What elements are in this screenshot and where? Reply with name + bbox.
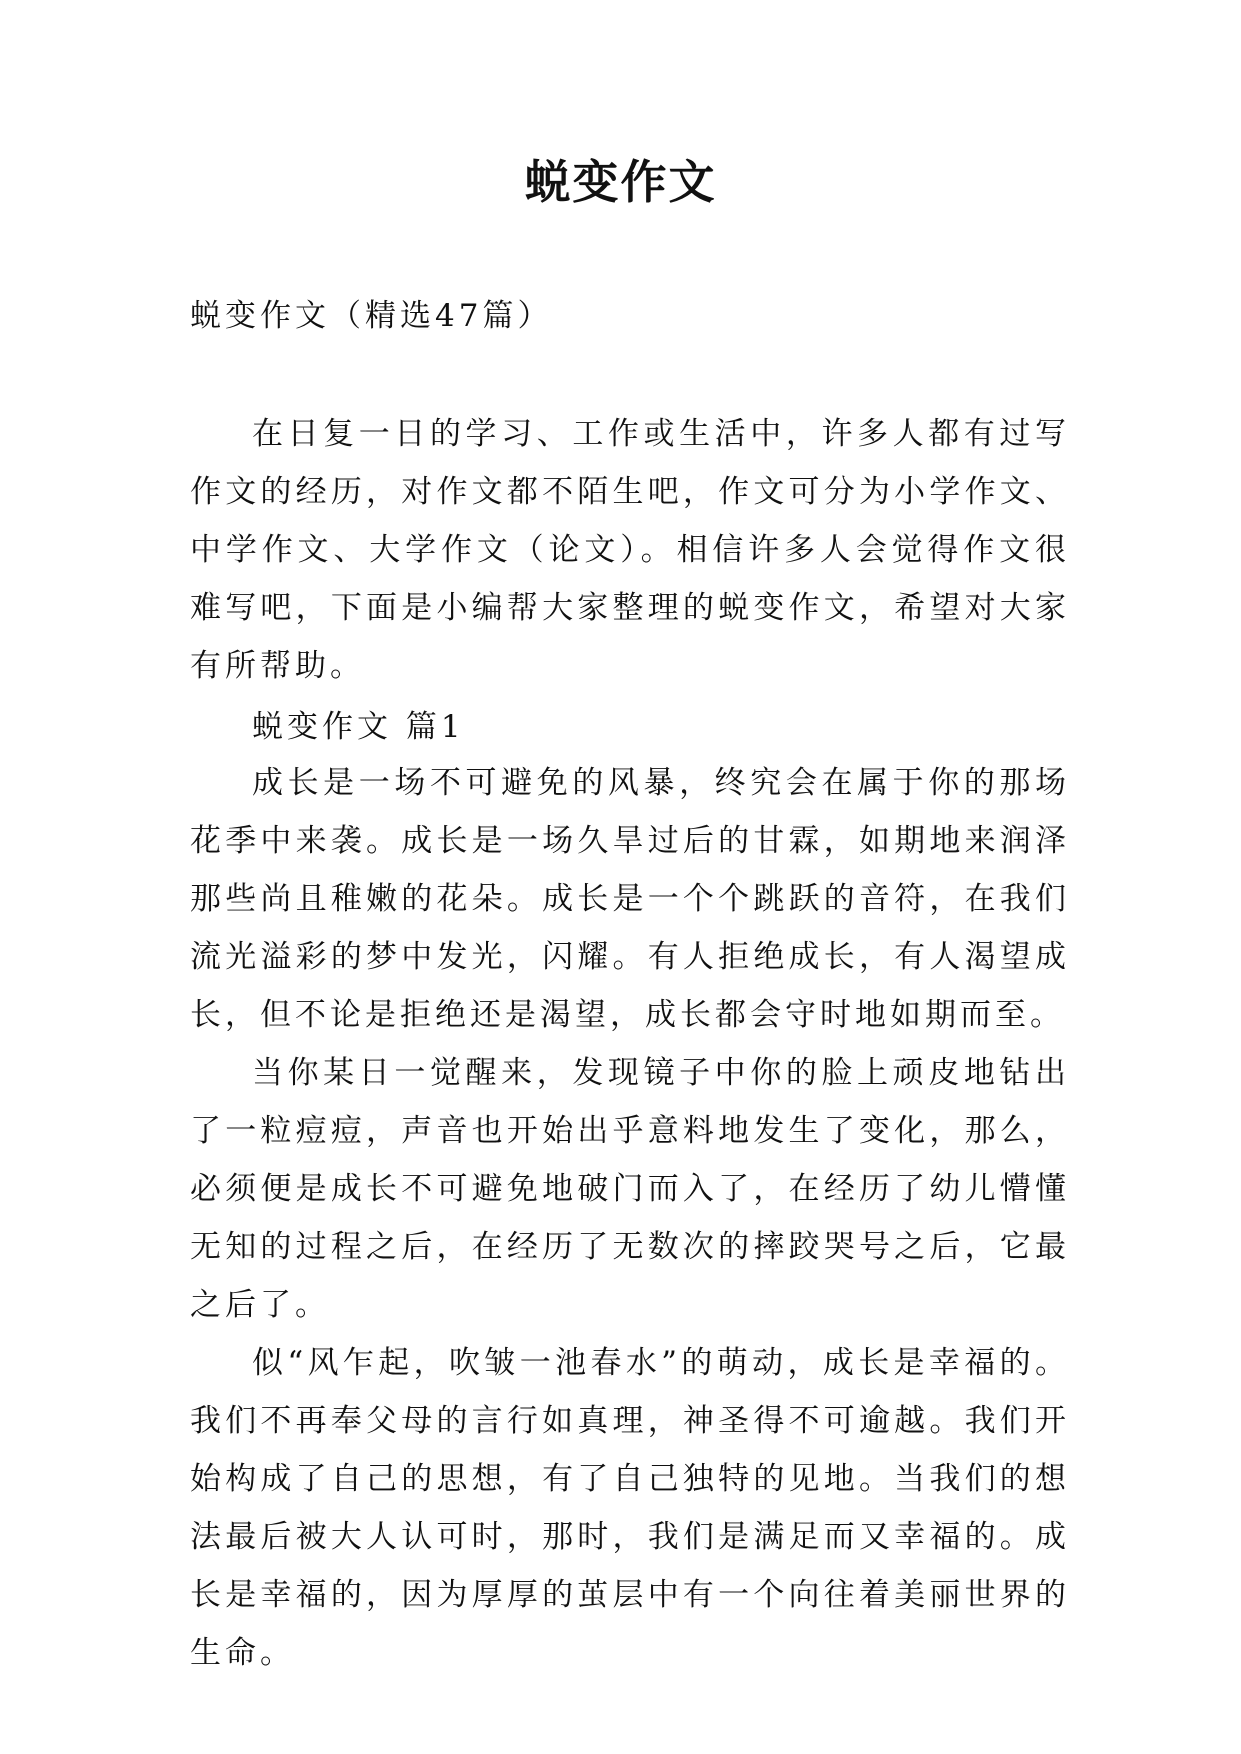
intro-section [190,405,1070,695]
essay-body [190,754,1070,1682]
essay-paragraph-2: 当你某日一觉醒来，发现镜子中你的脸上顽皮地钻出了一粒痘痘，声音也开始出乎意料地发生了变化，那么，必须便是成长不可避免地破门而入了，在经历了幼儿懵懂无知的过程之后，在经历了无数次的摔跤哭号之后，它最之后了。 [190,1055,1070,1323]
intro-paragraph: 在日复一日的学习、工作或生活中，许多人都有过写作文的经历，对作文都不陌生吧，作文可分为小学作文、中学作文、大学作文（论文）。相信许多人会觉得作文很难写吧，下面是小编帮大家整理的蜕变作文，希望对大家有所帮助。 [190,416,1070,684]
essay-paragraph-1: 成长是一场不可避免的风暴，终究会在属于你的那场花季中来袭。成长是一场久旱过后的甘霖，如期地来润泽那些尚且稚嫩的花朵。成长是一个个跳跃的音符，在我们流光溢彩的梦中发光，闪耀。有人拒绝成长，有人渴望成长，但不论是拒绝还是渴望，成长都会守时地如期而至。 [190,765,1070,1033]
essay-heading-text: 蜕变作文 篇1 [252,709,465,745]
document-subtitle: 蜕变作文（精选47篇） [190,298,553,334]
document-title: 蜕变作文 [524,155,717,209]
essay-heading [190,698,1070,756]
essay-paragraph-3: 似“风乍起，吹皱一池春水”的萌动，成长是幸福的。我们不再奉父母的言行如真理，神圣得不可逾越。我们开始构成了自己的思想，有了自己独特的见地。当我们的想法最后被大人认可时，那时，我们是满足而又幸福的。成长是幸福的，因为厚厚的茧层中有一个向往着美丽世界的生命。 [190,1345,1070,1671]
